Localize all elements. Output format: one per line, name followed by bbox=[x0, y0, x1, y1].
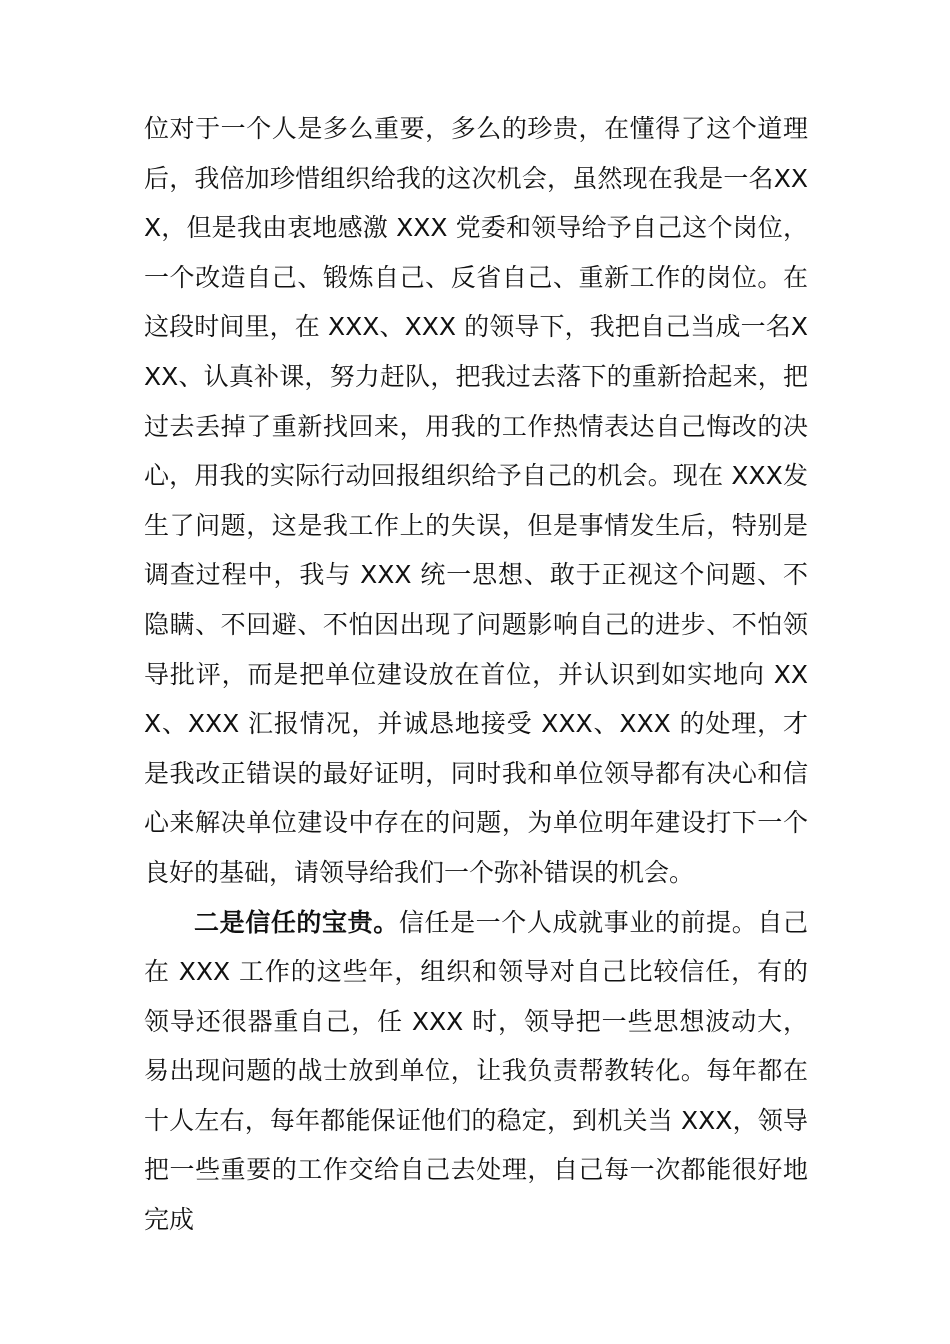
paragraph-text: 位对于一个人是多么重要，多么的珍贵，在懂得了这个道理后，我倍加珍惜组织给我的这次机会，虽然现在我是一名XXX，但是我由衷地感激 XXX 党委和领导给予自己这个岗位，一个改造自己、锻炼自己、反省自己、重新工作的岗位。在这段时间里，在 XXX、XXX 的领导下，我把自己当成一名XXX、认真补课，努力赶队，把我过去落下的重新拾起来，把过去丢掉了重新找回来，用我的工作热情表达自己悔改的决心，用我的实际行动回报组织给予自己的机会。现在 XXX发生了问题，这是我工作上的失误，但是事情发生后，特别是调查过程中，我与 XXX 统一思想、敢于正视这个问题、不隐瞒、不回避、不怕因出现了问题影响自己的进步、不怕领导批评，而是把单位建设放在首位，并认识到如实地向 XXX、XXX 汇报情况，并诚恳地接受 XXX、XXX 的处理，才是我改正错误的最好证明，同时我和单位领导都有决心和信心来解决单位建设中存在的问题，为单位明年建设打下一个良好的基础，请领导给我们一个弥补错误的机会。 bbox=[144, 114, 808, 887]
paragraph-continuation bbox=[144, 104, 808, 898]
paragraph-text: 信任是一个人成就事业的前提。自己在 XXX 工作的这些年，组织和领导对自己比较信任，有的领导还很器重自己，任 XXX 时，领导把一些思想波动大，易出现问题的战士放到单位，让我负责帮教转化。每年都在十人左右，每年都能保证他们的稳定，到机关当 XXX，领导把一些重要的工作交给自己去处理，自己每一次都能很好地完成 bbox=[144, 907, 808, 1235]
document-body bbox=[144, 104, 808, 1245]
paragraph-lead-heading: 二是信任的宝贵。 bbox=[194, 907, 399, 937]
paragraph-trust bbox=[144, 898, 808, 1245]
